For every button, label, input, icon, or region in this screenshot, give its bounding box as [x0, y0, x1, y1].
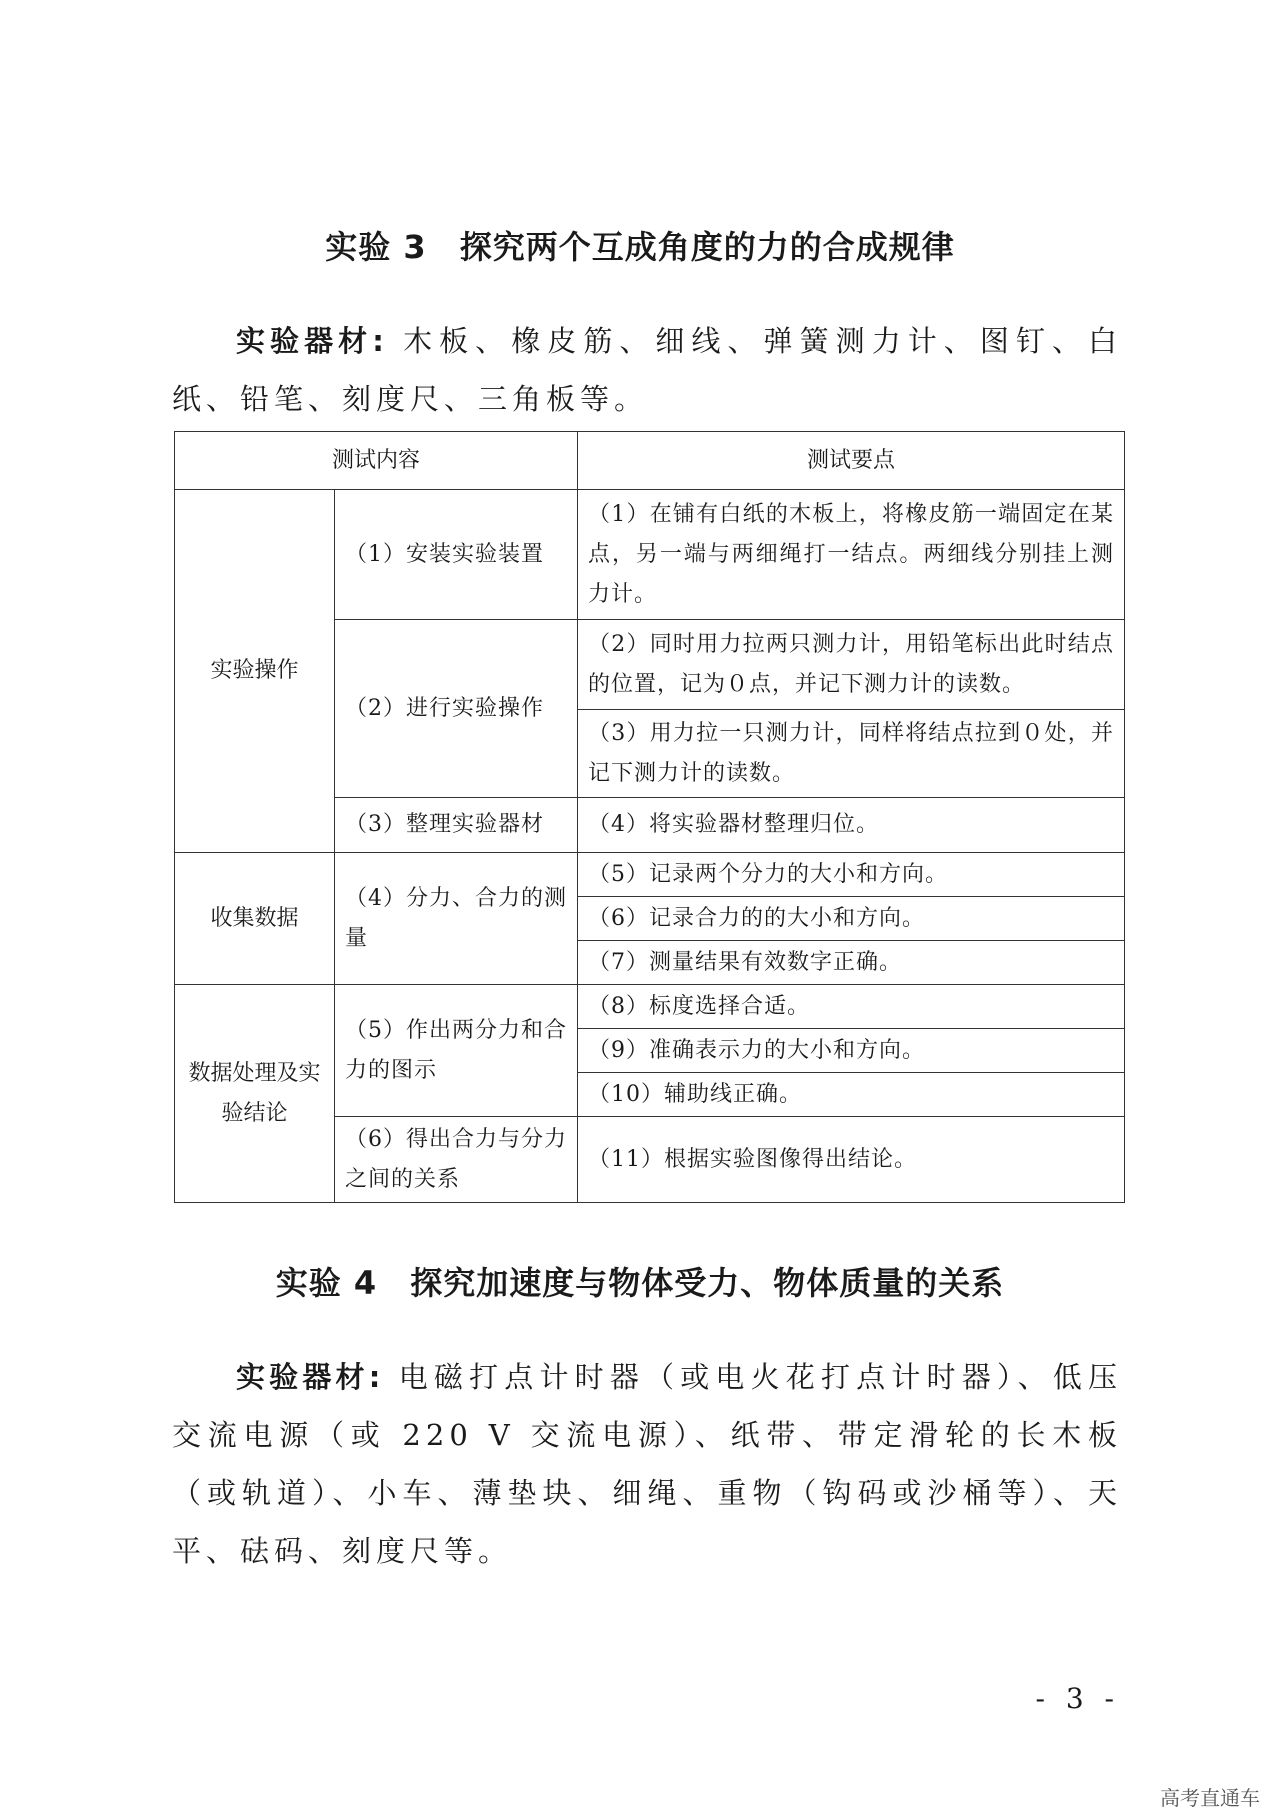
experiment-3-title: 实验 3 探究两个互成角度的力的合成规律: [325, 228, 955, 266]
header-test-content: 测试内容: [175, 432, 578, 490]
category-cell: 收集数据: [175, 853, 335, 985]
item-cell: （1）安装实验装置: [335, 490, 578, 620]
item-cell: （3）整理实验器材: [335, 798, 578, 853]
equipment-label: 实验器材:: [236, 1360, 384, 1394]
header-test-points: 测试要点: [578, 432, 1125, 490]
category-cell: 数据处理及实验结论: [175, 985, 335, 1203]
point-cell: （4）将实验器材整理归位。: [578, 798, 1125, 853]
experiment-3-test-table: [174, 431, 1125, 1203]
page-number: - 3 -: [1035, 1682, 1120, 1715]
table-header-row: [175, 432, 1125, 490]
point-cell: （7）测量结果有效数字正确。: [578, 941, 1125, 985]
point-cell: （3）用力拉一只测力计，同样将结点拉到０处，并记下测力计的读数。: [578, 710, 1125, 798]
point-cell: （5）记录两个分力的大小和方向。: [578, 853, 1125, 897]
watermark: 高考直通车: [1160, 1786, 1260, 1810]
table-row: [175, 853, 1125, 897]
equipment-label: 实验器材:: [236, 324, 387, 358]
point-cell: （11）根据实验图像得出结论。: [578, 1117, 1125, 1203]
experiment-4-title: 实验 4 探究加速度与物体受力、物体质量的关系: [275, 1264, 1005, 1302]
experiment-4-equipment: [172, 1348, 1122, 1580]
equipment-text: 电磁打点计时器（或电火花打点计时器）、低压交流电源（或 220 V 交流电源）、纸带、带定滑轮的长木板（或轨道）、小车、薄垫块、细绳、重物（钩码或沙桶等）、天平、砝码、刻度尺等。: [172, 1360, 1122, 1568]
point-cell: （10）辅助线正确。: [578, 1073, 1125, 1117]
item-cell: （2）进行实验操作: [335, 620, 578, 798]
point-cell: （8）标度选择合适。: [578, 985, 1125, 1029]
point-cell: （9）准确表示力的大小和方向。: [578, 1029, 1125, 1073]
table-row: [175, 985, 1125, 1029]
item-cell: （6）得出合力与分力之间的关系: [335, 1117, 578, 1203]
table-row: [175, 490, 1125, 620]
item-cell: （5）作出两分力和合力的图示: [335, 985, 578, 1117]
item-cell: （4）分力、合力的测量: [335, 853, 578, 985]
equipment-text: 木板、橡皮筋、细线、弹簧测力计、图钉、白纸、铅笔、刻度尺、三角板等。: [172, 324, 1122, 416]
experiment-3-equipment: [172, 312, 1122, 428]
point-cell: （6）记录合力的的大小和方向。: [578, 897, 1125, 941]
category-cell: 实验操作: [175, 490, 335, 853]
point-cell: （2）同时用力拉两只测力计，用铅笔标出此时结点的位置，记为０点，并记下测力计的读数。: [578, 620, 1125, 710]
point-cell: （1）在铺有白纸的木板上，将橡皮筋一端固定在某点，另一端与两细绳打一结点。两细线分别挂上测力计。: [578, 490, 1125, 620]
